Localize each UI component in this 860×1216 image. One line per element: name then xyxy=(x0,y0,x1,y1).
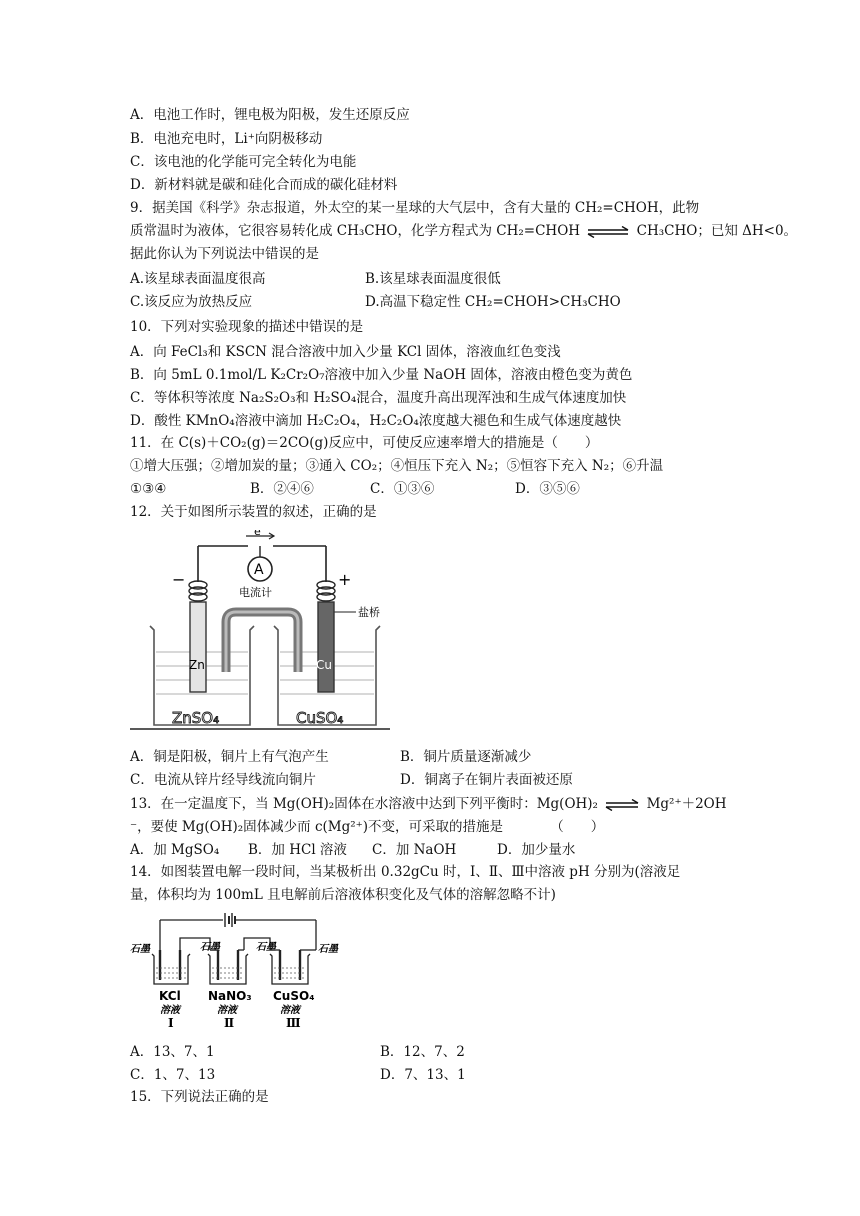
electrode-label-2: 石墨 xyxy=(200,942,220,953)
cell-3-number: Ⅲ xyxy=(286,1016,301,1030)
left-solution-label: ZnSO₄ xyxy=(172,709,220,727)
electron-label: e⁻ xyxy=(254,530,267,538)
zinc-label: Zn xyxy=(189,658,205,672)
positive-sign: + xyxy=(338,570,352,589)
q12-option-b: B．铜片质量逐渐减少 xyxy=(400,749,532,765)
reversible-arrow-icon xyxy=(604,799,640,811)
q9-option-c: C.该反应为放热反应 xyxy=(130,294,253,310)
q12-stem: 12．关于如图所示装置的叙述，正确的是 xyxy=(130,504,377,520)
q13-stem-line1-part1: 13．在一定温度下，当 Mg(OH)₂固体在水溶液中达到下列平衡时：Mg(OH)₂ xyxy=(130,796,598,812)
q12-option-a: A．铜是阳极，铜片上有气泡产生 xyxy=(130,749,329,765)
cell-2-word: 溶液 xyxy=(217,1005,237,1016)
q14-stem-line1: 14．如图装置电解一段时间，当某极析出 0.32gCu 时，Ⅰ、Ⅱ、Ⅲ中溶液 pH 分别为(溶液足 xyxy=(130,864,681,880)
negative-sign: − xyxy=(172,570,186,589)
q14-option-a: A．13、7、1 xyxy=(130,1044,215,1060)
left-coil-icon xyxy=(189,581,207,601)
q10-option-c: C．等体积等浓度 Na₂S₂O₃和 H₂SO₄混合，温度升高出现浑浊和生成气体速度加快 xyxy=(130,390,627,406)
right-coil-icon xyxy=(317,581,335,601)
q9-stem-line2-part2: CH₃CHO；已知 ΔH<0。 xyxy=(636,223,798,239)
q14-stem-line2: 量，体积均为 100mL 且电解前后溶液体积变化及气体的溶解忽略不计) xyxy=(130,887,556,903)
q9-option-a: A.该星球表面温度很高 xyxy=(130,271,266,287)
q8-option-a: A．电池工作时，锂电极为阳极，发生还原反应 xyxy=(130,107,410,123)
q9-option-b: B.该星球表面温度很低 xyxy=(365,271,501,287)
q14-option-b: B．12、7、2 xyxy=(380,1044,465,1060)
q12-option-d: D．铜离子在铜片表面被还原 xyxy=(400,772,573,788)
q13-option-c: C．加 NaOH xyxy=(372,842,457,858)
q9-stem-line2-part1: 质常温时为液体，它很容易转化成 CH₃CHO，化学方程式为 CH₂=CHOH xyxy=(130,223,581,239)
cell-2-solution: NaNO₃ xyxy=(208,989,252,1003)
cell-1-number: Ⅰ xyxy=(168,1016,174,1030)
q11-option-a: ①③④ xyxy=(130,481,167,497)
q11-measures: ①增大压强；②增加炭的量；③通入 CO₂；④恒压下充入 N₂；⑤恒容下充入 N₂；⑥升温 xyxy=(130,458,664,474)
q13-stem-line2: ⁻，要使 Mg(OH)₂固体减少而 c(Mg²⁺)不变，可采取的措施是 （ ） xyxy=(130,819,605,835)
beaker-2 xyxy=(208,954,248,984)
q13-stem-line1 xyxy=(130,795,727,813)
ammeter-symbol: A xyxy=(254,562,264,578)
q13-option-d: D．加少量水 xyxy=(497,842,576,858)
galvanic-cell-diagram xyxy=(128,530,393,735)
q9-stem-line3: 据此你认为下列说法中错误的是 xyxy=(130,246,319,262)
cell-1-word: 溶液 xyxy=(160,1005,180,1016)
beaker-3 xyxy=(270,954,310,984)
reversible-arrow-icon xyxy=(586,226,630,238)
q10-option-a: A．向 FeCl₃和 KSCN 混合溶液中加入少量 KCl 固体，溶液血红色变浅 xyxy=(130,344,561,360)
q8-option-d: D．新材料就是碳和硅化合而成的碳化硅材料 xyxy=(130,177,398,193)
q9-stem-line1: 9．据美国《科学》杂志报道，外太空的某一星球的大气层中，含有大量的 CH₂=CHOH，此物 xyxy=(130,200,700,216)
ammeter-label: 电流计 xyxy=(239,586,272,599)
zinc-electrode xyxy=(190,602,206,692)
electrolysis-diagram xyxy=(128,910,353,1035)
cell-3-solution: CuSO₄ xyxy=(273,989,315,1003)
q11-stem: 11．在 C(s)＋CO₂(g)＝2CO(g)反应中，可使反应速率增大的措施是（ ） xyxy=(130,435,599,451)
electrode-label-1: 石墨 xyxy=(130,944,150,955)
beaker-1 xyxy=(152,954,190,984)
cell-3-word: 溶液 xyxy=(280,1005,300,1016)
battery-icon xyxy=(225,913,235,927)
q13-option-a: A．加 MgSO₄ xyxy=(130,842,220,858)
electrode-label-3: 石墨 xyxy=(256,942,276,953)
q9-stem-line2 xyxy=(130,222,797,240)
q13-option-b: B．加 HCl 溶液 xyxy=(248,842,347,858)
q14-option-d: D．7、13、1 xyxy=(380,1067,466,1083)
q11-option-c: C．①③⑥ xyxy=(370,481,435,497)
cell-1-solution: KCl xyxy=(159,989,181,1003)
salt-bridge-label: 盐桥 xyxy=(358,606,380,619)
q14-option-c: C．1、7、13 xyxy=(130,1067,216,1083)
copper-label: Cu xyxy=(316,658,332,672)
q15-stem: 15．下列说法正确的是 xyxy=(130,1089,269,1105)
salt-bridge xyxy=(226,612,298,672)
q9-option-d: D.高温下稳定性 CH₂=CHOH>CH₃CHO xyxy=(365,294,621,310)
q8-option-c: C．该电池的化学能可完全转化为电能 xyxy=(130,154,357,170)
q10-stem: 10．下列对实验现象的描述中错误的是 xyxy=(130,319,364,335)
q11-option-d: D．③⑤⑥ xyxy=(515,481,580,497)
copper-electrode xyxy=(318,602,334,692)
q11-option-b: B．②④⑥ xyxy=(250,481,314,497)
cell-2-number: Ⅱ xyxy=(224,1016,235,1030)
q10-option-d: D．酸性 KMnO₄溶液中滴加 H₂C₂O₄，H₂C₂O₄浓度越大褪色和生成气体速度越快 xyxy=(130,413,622,429)
q10-option-b: B．向 5mL 0.1mol/L K₂Cr₂O₇溶液中加入少量 NaOH 固体，溶液由橙色变为黄色 xyxy=(130,367,633,383)
q13-stem-line1-part2: Mg²⁺＋2OH xyxy=(646,796,727,812)
right-solution-label: CuSO₄ xyxy=(296,709,344,727)
q8-option-b: B．电池充电时，Li⁺向阴极移动 xyxy=(130,131,323,147)
electrode-label-4: 石墨 xyxy=(318,944,338,955)
q12-option-c: C．电流从锌片经导线流向铜片 xyxy=(130,772,316,788)
